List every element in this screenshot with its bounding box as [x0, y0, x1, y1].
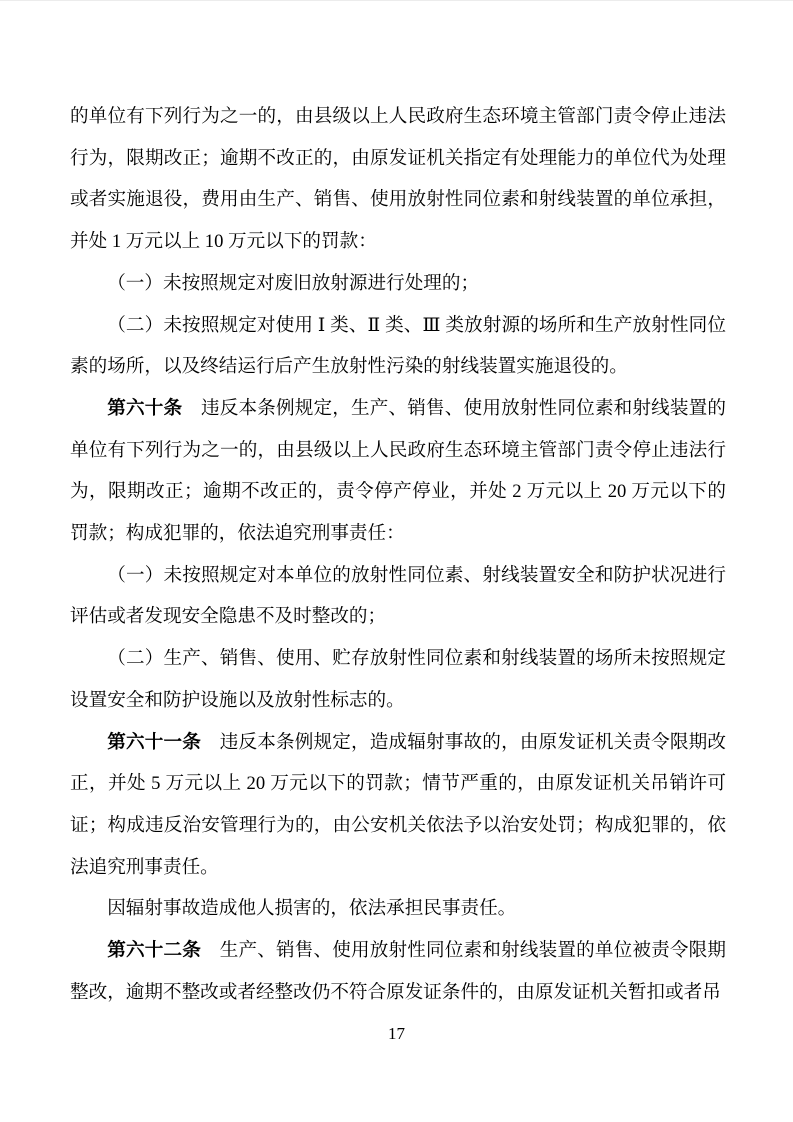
page-footer — [0, 1022, 793, 1046]
paragraph-text: （二）未按照规定对使用 Ⅰ 类、Ⅱ 类、Ⅲ 类放射源的场所和生产放射性同位素的场所，以及终结运行后产生放射性污染的射线装置实施退役的。 — [70, 314, 726, 378]
article-60-item-2 — [70, 638, 726, 721]
article-61-paragraph — [70, 722, 726, 889]
paragraph-text: 生产、销售、使用放射性同位素和射线装置的单位被责令限期整改，逾期不整改或者经整改仍不符合原发证条件的，由原发证机关暂扣或者吊 — [70, 940, 726, 1003]
paragraph-text: 的单位有下列行为之一的，由县级以上人民政府生态环境主管部门责令停止违法行为，限期改正；逾期不改正的，由原发证机关指定有处理能力的单位代为处理或者实施退役，费用由生产、销售、使用放射性同位素和射线装置的单位承担，并处 1 万元以上 10 万元以下的罚款： — [70, 106, 726, 253]
article-60-number: 第六十条 — [107, 397, 183, 419]
paragraph-text: 违反本条例规定，造成辐射事故的，由原发证机关责令限期改正，并处 5 万元以上 20 万元以下的罚款；情节严重的，由原发证机关吊销许可证；构成违反治安管理行为的，由公安机关依法予以治安处罚；构成犯罪的，依法追究刑事责任。 — [70, 731, 726, 878]
article-60-paragraph — [70, 388, 726, 555]
paragraph-text: （一）未按照规定对废旧放射源进行处理的； — [107, 272, 480, 294]
clause-item-2 — [70, 305, 726, 388]
article-61-civil-liability-paragraph — [70, 888, 726, 930]
document-body — [70, 96, 726, 1013]
paragraph-text: （一）未按照规定对本单位的放射性同位素、射线装置安全和防护状况进行评估或者发现安全隐患不及时整改的； — [70, 564, 726, 628]
page-number: 17 — [388, 1024, 405, 1043]
paragraph-text: 因辐射事故造成他人损害的，依法承担民事责任。 — [107, 898, 517, 920]
paragraph-continued-from-previous-page — [70, 96, 726, 263]
clause-item-1 — [70, 263, 726, 305]
article-60-item-1 — [70, 555, 726, 638]
paragraph-text: 违反本条例规定，生产、销售、使用放射性同位素和射线装置的单位有下列行为之一的，由县级以上人民政府生态环境主管部门责令停止违法行为，限期改正；逾期不改正的，责令停产停业，并处 2 万元以上 20 万元以下的罚款；构成犯罪的，依法追究刑事责任： — [70, 397, 726, 545]
article-62-paragraph — [70, 930, 726, 1013]
article-62-number: 第六十二条 — [107, 940, 201, 962]
paragraph-text: （二）生产、销售、使用、贮存放射性同位素和射线装置的场所未按照规定设置安全和防护设施以及放射性标志的。 — [70, 648, 726, 711]
article-61-number: 第六十一条 — [107, 731, 201, 753]
